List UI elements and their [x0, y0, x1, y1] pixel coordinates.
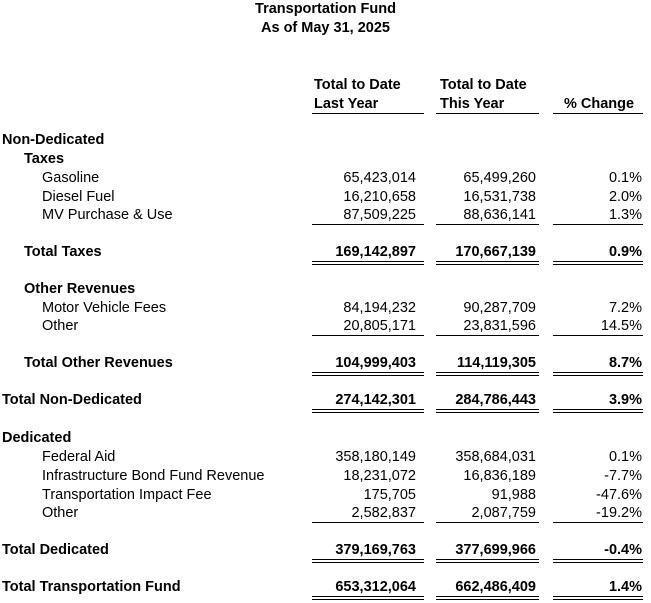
cell-pct-change: 7.2% [608, 300, 642, 316]
subtotal-rule [436, 335, 539, 336]
row-label: MV Purchase & Use [42, 207, 173, 223]
row-label: Other [42, 505, 79, 521]
total-double-rule [436, 559, 539, 563]
row-label: Non-Dedicated [2, 132, 105, 148]
cell-pct-change: -47.6% [596, 487, 642, 503]
cell-this-year: 90,287,709 [463, 300, 536, 316]
header-last-year [314, 76, 424, 114]
cell-this-year: 284,786,443 [455, 392, 536, 408]
cell-pct-change: -7.7% [604, 468, 642, 484]
cell-pct-change: 8.7% [608, 355, 642, 371]
row-label: Total Dedicated [2, 542, 109, 558]
cell-this-year: 16,531,738 [463, 189, 536, 205]
cell-last-year: 87,509,225 [343, 207, 416, 223]
table-row [0, 188, 651, 207]
subtotal-rule [436, 522, 539, 523]
table-row [0, 206, 651, 225]
cell-pct-change: 1.3% [608, 207, 642, 223]
cell-last-year: 274,142,301 [335, 392, 416, 408]
grand-total-double-rule [312, 596, 424, 600]
total-double-rule [553, 409, 643, 413]
total-row [0, 541, 651, 560]
cell-this-year: 88,636,141 [463, 207, 536, 223]
cell-this-year: 91,988 [491, 487, 536, 503]
section-heading [0, 131, 651, 150]
subsection-heading [0, 280, 651, 299]
cell-pct-change: -0.4% [604, 542, 642, 558]
grand-total-double-rule [553, 596, 643, 600]
header-underline [312, 113, 424, 114]
subtotal-rule [553, 224, 643, 225]
cell-this-year: 114,119,305 [456, 355, 536, 371]
total-row [0, 391, 651, 410]
header-this-year-line1: Total to Date [440, 77, 527, 93]
cell-last-year: 20,805,171 [343, 318, 416, 334]
header-underline [436, 113, 539, 114]
cell-this-year: 65,499,260 [463, 170, 536, 186]
row-label: Federal Aid [42, 449, 116, 465]
cell-last-year: 65,423,014 [343, 170, 416, 186]
total-double-rule [553, 261, 643, 265]
cell-pct-change: 0.1% [608, 170, 642, 186]
cell-pct-change: 0.9% [608, 244, 642, 260]
cell-last-year: 2,582,837 [351, 505, 416, 521]
row-label: Transportation Impact Fee [42, 487, 212, 503]
cell-last-year: 653,312,064 [335, 579, 416, 595]
subtotal-rule [312, 522, 424, 523]
row-label: Gasoline [42, 170, 100, 186]
cell-this-year: 2,087,759 [471, 505, 536, 521]
section-heading [0, 429, 651, 448]
table-row [0, 504, 651, 523]
total-double-rule [553, 372, 643, 376]
subtotal-rule [312, 335, 424, 336]
header-last-year-line1: Total to Date [314, 77, 401, 93]
cell-last-year: 84,194,232 [343, 300, 416, 316]
row-label: Total Non-Dedicated [2, 392, 142, 408]
cell-this-year: 170,667,139 [455, 244, 536, 260]
row-label: Total Other Revenues [24, 355, 173, 371]
cell-this-year: 662,486,409 [455, 579, 536, 595]
header-this-year-line2: This Year [440, 96, 505, 112]
table-row [0, 448, 651, 467]
table-row [0, 467, 651, 486]
row-label: Diesel Fuel [42, 189, 115, 205]
row-label: Dedicated [2, 430, 72, 446]
header-underline [553, 113, 643, 114]
cell-this-year: 23,831,596 [463, 318, 536, 334]
table-row [0, 486, 651, 505]
table-row [0, 169, 651, 188]
total-double-rule [436, 261, 539, 265]
cell-pct-change: 0.1% [608, 449, 642, 465]
report-title: Transportation Fund [255, 1, 396, 17]
cell-this-year: 358,684,031 [455, 449, 536, 465]
total-double-rule [312, 372, 424, 376]
total-double-rule [436, 372, 539, 376]
cell-pct-change: -19.2% [596, 505, 642, 521]
subtotal-rule [436, 224, 539, 225]
grand-total-double-rule [436, 596, 539, 600]
cell-last-year: 169,142,897 [335, 244, 416, 260]
total-double-rule [312, 261, 424, 265]
subtotal-rule [553, 335, 643, 336]
total-double-rule [553, 559, 643, 563]
cell-this-year: 16,836,189 [463, 468, 536, 484]
total-double-rule [312, 409, 424, 413]
row-label: Total Taxes [24, 244, 102, 260]
cell-last-year: 175,705 [363, 487, 416, 503]
total-double-rule [312, 559, 424, 563]
row-label: Other Revenues [24, 281, 136, 297]
row-label: Other [42, 318, 79, 334]
cell-pct-change: 1.4% [608, 579, 642, 595]
total-row [0, 354, 651, 373]
table-row [0, 299, 651, 318]
cell-pct-change: 14.5% [600, 318, 642, 334]
table-row [0, 317, 651, 336]
cell-last-year: 16,210,658 [343, 189, 416, 205]
cell-pct-change: 3.9% [608, 392, 642, 408]
cell-last-year: 18,231,072 [343, 468, 416, 484]
total-row [0, 243, 651, 262]
cell-last-year: 104,999,403 [335, 355, 416, 371]
grand-total-row [0, 578, 651, 597]
subsection-heading [0, 150, 651, 169]
total-double-rule [436, 409, 539, 413]
subtotal-rule [312, 224, 424, 225]
header-pct-change: % Change [563, 96, 635, 112]
cell-pct-change: 2.0% [608, 189, 642, 205]
header-this-year [440, 76, 550, 114]
cell-last-year: 358,180,149 [335, 449, 416, 465]
row-label: Total Transportation Fund [2, 579, 181, 595]
row-label: Motor Vehicle Fees [42, 300, 167, 316]
row-label: Taxes [24, 151, 65, 167]
row-label: Infrastructure Bond Fund Revenue [42, 468, 265, 484]
report-subtitle: As of May 31, 2025 [261, 20, 390, 36]
cell-this-year: 377,699,966 [455, 542, 536, 558]
subtotal-rule [553, 522, 643, 523]
header-last-year-line2: Last Year [314, 96, 379, 112]
cell-last-year: 379,169,763 [335, 542, 416, 558]
